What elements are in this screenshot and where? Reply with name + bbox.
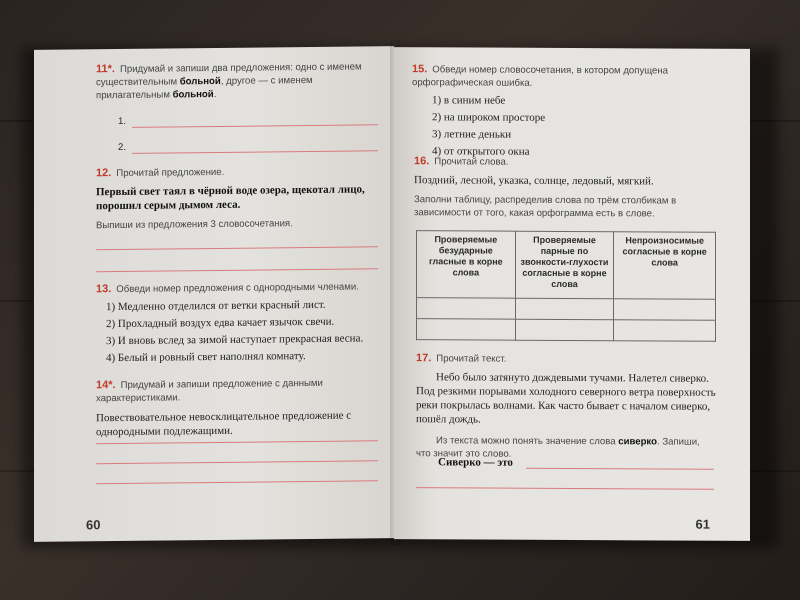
word-list: Поздний, лесной, указка, солнце, ледовый, мягкий.	[414, 174, 654, 188]
task-number: 14*.	[96, 379, 116, 392]
answer-line[interactable]	[96, 480, 378, 484]
task-instruction: Выпиши из предложения 3 словосочетания.	[96, 218, 293, 232]
answer-line-label: 2.	[118, 141, 127, 154]
task-14	[96, 376, 386, 439]
option-4[interactable]: 4) Белый и ровный свет наполнял комнату.	[106, 350, 306, 365]
table-cell[interactable]	[614, 299, 716, 321]
task-number: 17.	[416, 352, 432, 365]
task-17	[416, 352, 716, 462]
table-cell[interactable]	[614, 320, 716, 342]
task-question: Из текста можно понять значение слова сиверко. Запиши, что значит это слово.	[416, 435, 700, 460]
option-3[interactable]: 3) И вновь вслед за зимой наступает прекрасная весна.	[106, 332, 364, 348]
option-4[interactable]: 4) от открытого окна	[432, 145, 530, 158]
answer-line[interactable]	[96, 440, 378, 444]
task-spec: Повествовательное невосклицательное предложение с однородными подлежащими.	[96, 409, 352, 439]
answer-line[interactable]	[96, 268, 378, 272]
task-title: Прочитай слова.	[434, 156, 509, 168]
answer-line[interactable]	[96, 460, 378, 464]
table-cell[interactable]	[417, 298, 516, 320]
answer-line[interactable]	[132, 150, 378, 154]
page-number: 61	[695, 516, 710, 532]
option-1[interactable]: 1) Медленно отделился от ветки красный лист.	[106, 298, 326, 314]
answer-line[interactable]	[96, 246, 378, 250]
task-instruction: Заполни таблицу, распределив слова по трём столбикам в зависимости от того, какая орфограмма есть в слове.	[414, 194, 677, 220]
table-header: Непроизносимые согласные в корне слова	[614, 232, 716, 300]
answer-line[interactable]	[526, 468, 714, 470]
task-12	[96, 164, 386, 232]
table-header: Проверяемые парные по звонкости-глухости согласные в корне слова	[515, 231, 614, 299]
table-cell[interactable]	[417, 319, 516, 341]
option-3[interactable]: 3) летние деньки	[432, 128, 512, 141]
table-cell[interactable]	[515, 319, 614, 341]
task-number: 13.	[96, 283, 112, 296]
task-title: Прочитай предложение.	[116, 166, 225, 180]
left-page	[34, 46, 394, 542]
option-2[interactable]: 2) на широком просторе	[432, 111, 546, 124]
task-number: 15.	[412, 63, 428, 76]
answer-line[interactable]	[132, 124, 378, 128]
task-title: Придумай и запиши предложение с данными характеристиками.	[96, 377, 323, 405]
task-number: 12.	[96, 167, 112, 180]
table-cell[interactable]	[515, 298, 614, 320]
answer-line-label: 1.	[118, 115, 127, 128]
task-title: Прочитай текст.	[436, 353, 507, 365]
right-page	[394, 47, 750, 541]
task-11	[96, 60, 386, 102]
table-header: Проверяемые безударные гласные в корне слова	[417, 231, 516, 299]
task-text: Придумай и запиши два предложения: одно с именем существительным больной, другое — с именем прилагательным больной.	[96, 61, 362, 102]
task-number: 11*.	[96, 63, 115, 76]
task-text-body: Небо было затянуто дождевыми тучами. Налетел сиверко. Под резкими порывами холодного северного ветра поверхность реки покрылась волнами. Как часто бывает с началом сиверко, пошёл дождь.	[416, 371, 716, 426]
task-title: Обведи номер словосочетания, в котором допущена орфографическая ошибка.	[412, 64, 668, 89]
task-13	[96, 280, 386, 368]
task-number: 16.	[414, 155, 430, 168]
answer-label: Сиверко — это	[438, 456, 513, 469]
task-sentence: Первый свет таял в чёрной воде озера, щекотал лицо, порошил серым дымом леса.	[96, 183, 365, 213]
task-16	[414, 155, 714, 221]
answer-line[interactable]	[416, 487, 714, 490]
task-title: Обведи номер предложения с однородными членами.	[116, 281, 359, 296]
option-1[interactable]: 1) в синим небе	[432, 94, 506, 107]
page-number: 60	[86, 517, 101, 533]
classification-table	[416, 230, 716, 342]
task-15	[412, 63, 712, 163]
option-2[interactable]: 2) Прохладный воздух едва качает язычок свечи.	[106, 315, 335, 331]
